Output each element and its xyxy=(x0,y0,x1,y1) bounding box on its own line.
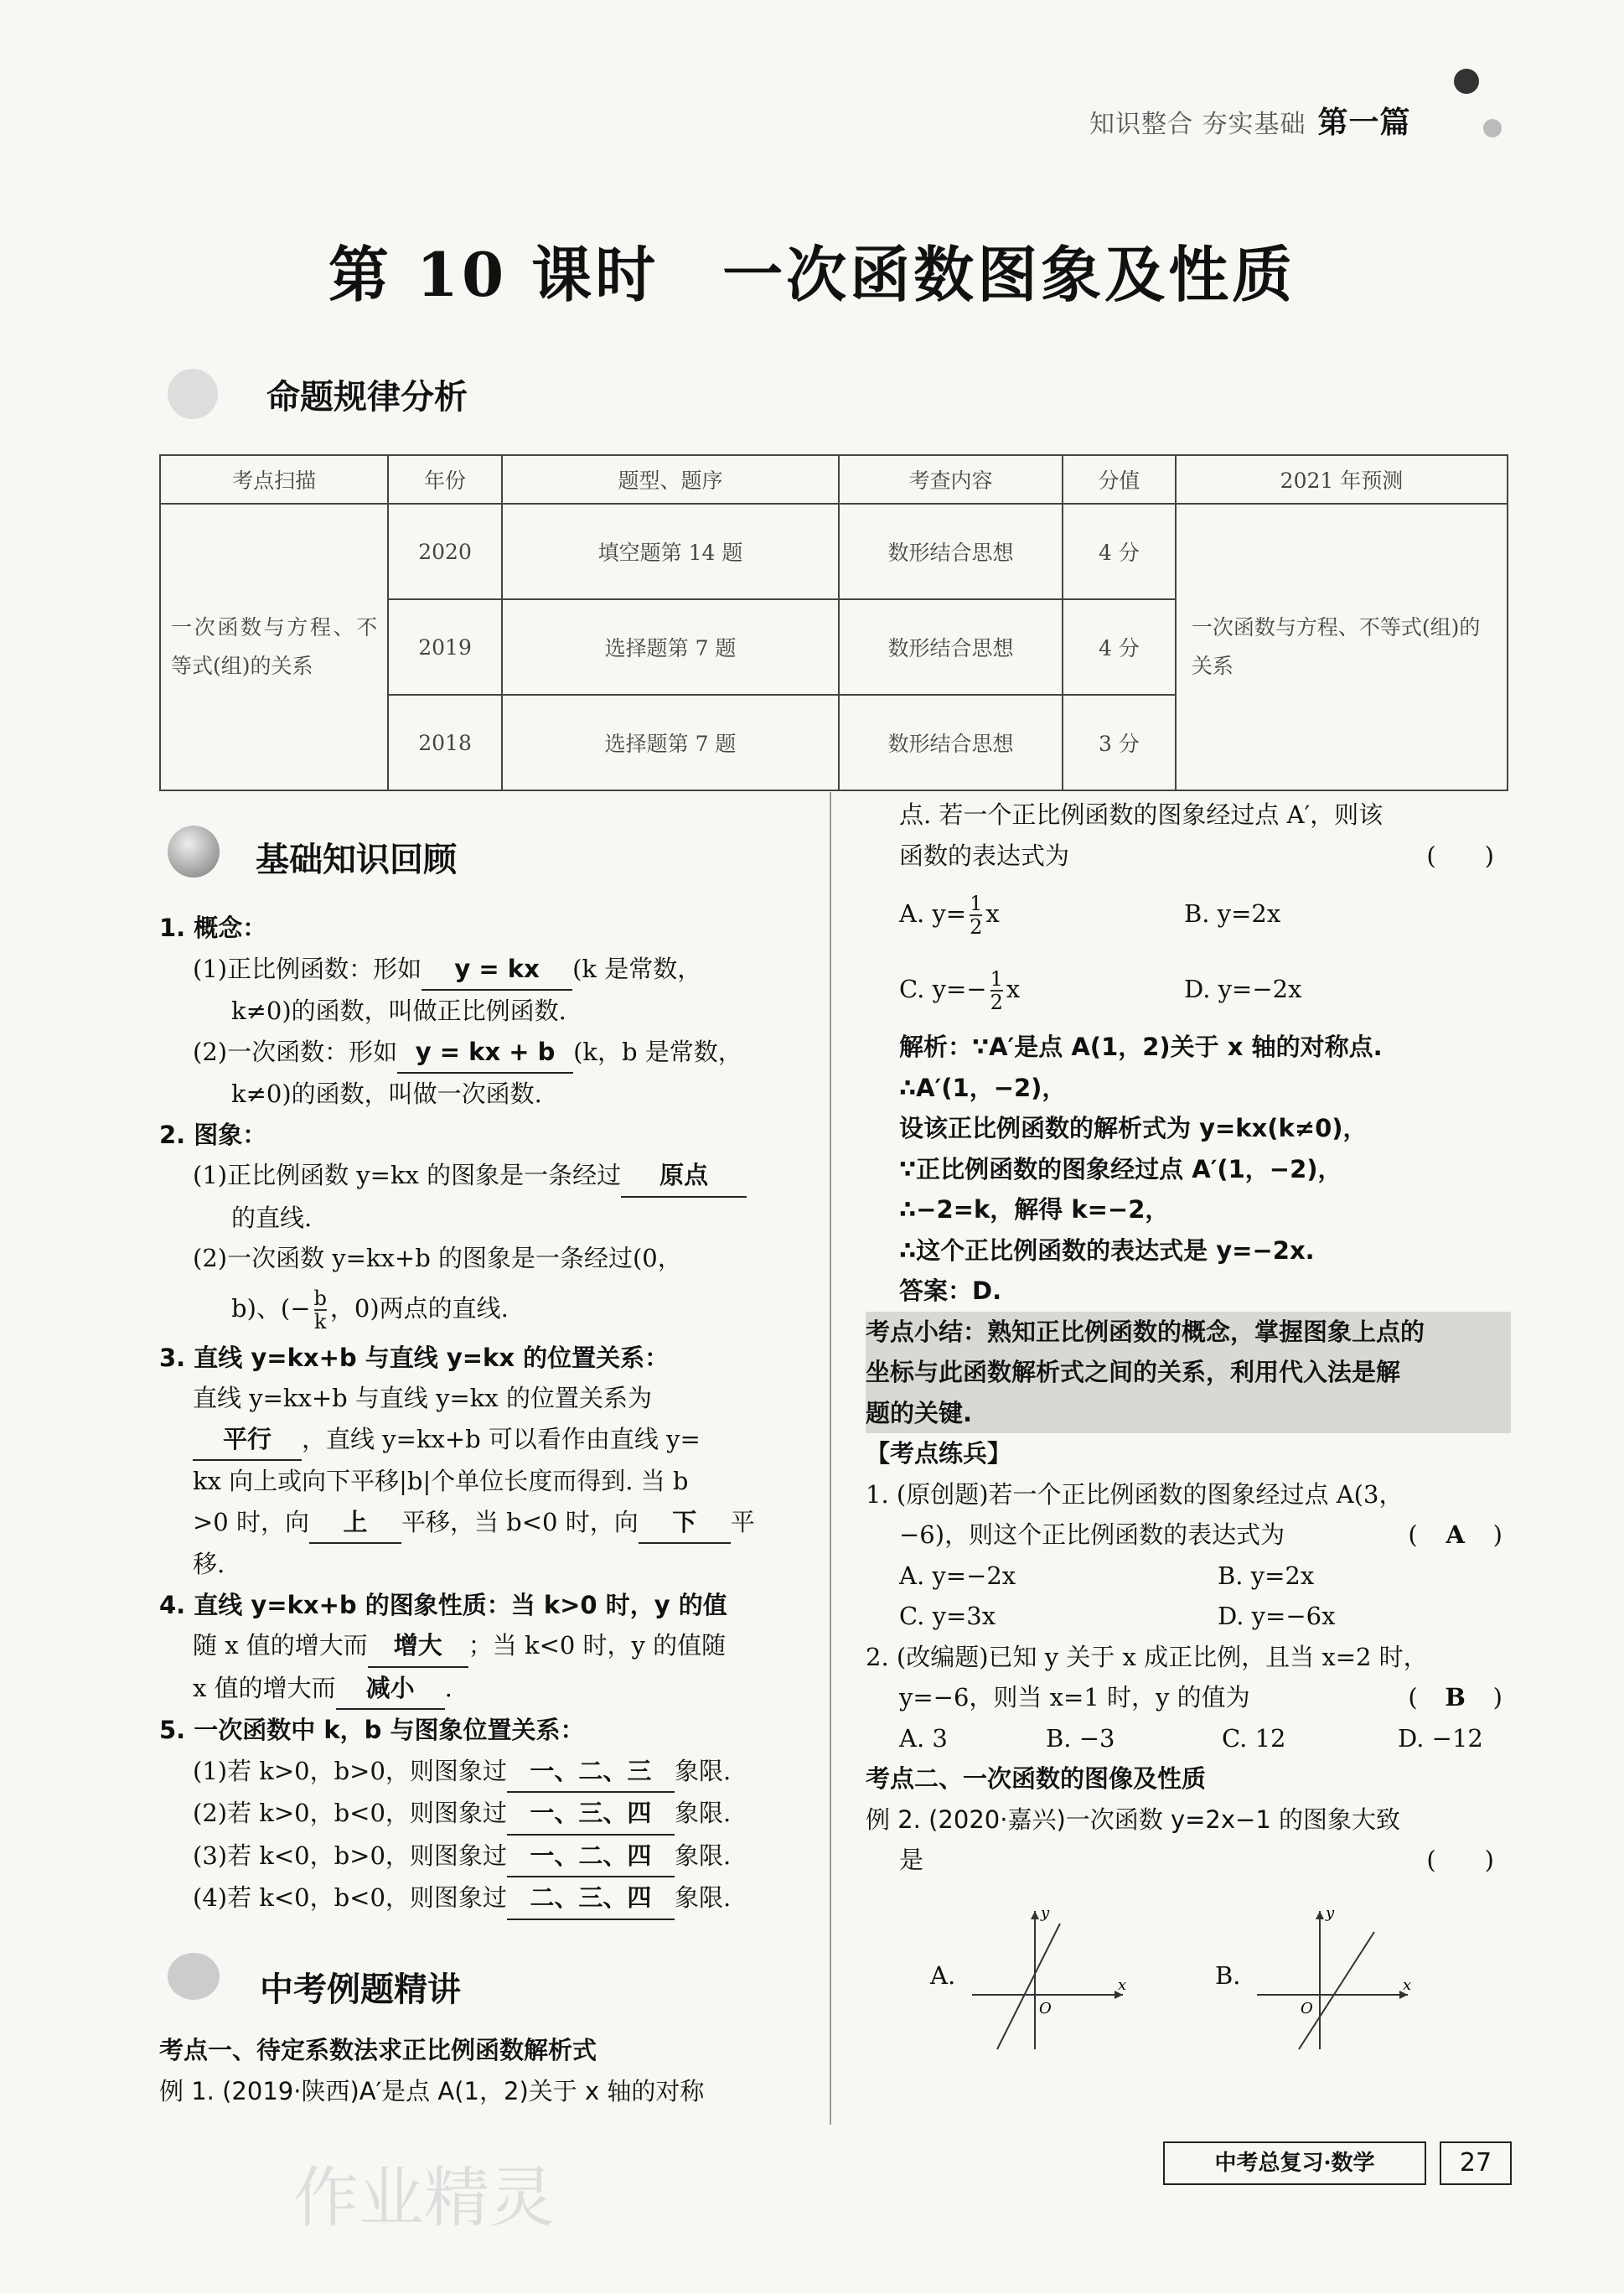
example-question: 例 1. (2019·陕西)A′是点 A(1，2)关于 x 轴的对称 xyxy=(159,2076,705,2105)
axis-label-y: y xyxy=(1041,1904,1050,1922)
blank-answer: y = kx + b xyxy=(397,1032,573,1075)
page-title: 第 10 课时 一次函数图象及性质 xyxy=(328,239,1296,310)
practice-question: 2. (改编题)已知 y 关于 x 成正比例，且当 x=2 时， xyxy=(866,1642,1428,1671)
table-cell: 数形结合思想 xyxy=(839,599,1063,695)
review-content xyxy=(159,908,813,1920)
fraction xyxy=(970,893,982,938)
review-line: 移. xyxy=(193,1550,225,1578)
review-text: 平 xyxy=(730,1507,755,1536)
option-b: B. −3 xyxy=(1046,1723,1115,1753)
review-text: (2)若 k>0，b<0，则图象过 xyxy=(193,1799,507,1827)
axis-label-y: y xyxy=(1326,1904,1335,1922)
review-text: 象限. xyxy=(674,1756,732,1785)
option-b: B. y=2x xyxy=(1184,899,1281,928)
table-header: 年份 xyxy=(388,455,502,504)
option-c: C. y=3x xyxy=(899,1602,996,1630)
option-d: D. y=−6x xyxy=(1218,1602,1336,1630)
review-text: ，0)两点的直线. xyxy=(329,1293,509,1323)
topic-heading: 考点二、一次函数的图像及性质 xyxy=(866,1764,1207,1793)
option-c: C. 12 xyxy=(1222,1723,1286,1753)
review-line: 4. 直线 y=kx+b 的图象性质：当 k>0 时，y 的值 xyxy=(159,1590,727,1619)
option-a: A. y= xyxy=(899,899,967,928)
table-cell: 2019 xyxy=(388,599,502,695)
hexagon-decoration-icon xyxy=(1454,69,1479,94)
table-header: 题型、题序 xyxy=(502,455,839,504)
graph-line xyxy=(1299,1932,1374,2049)
answer-paren: ( xyxy=(1408,1683,1418,1711)
table-row xyxy=(160,504,1508,599)
review-line: kx 向上或向下平移|b|个单位长度而得到. 当 b xyxy=(193,1467,689,1495)
solution-line: ∴−2=k，解得 k=−2， xyxy=(899,1195,1170,1224)
table-header: 分值 xyxy=(1063,455,1176,504)
blank-answer: 上 xyxy=(309,1502,401,1545)
review-text: (4)若 k<0，b<0，则图象过 xyxy=(193,1883,507,1912)
hexagon-decoration-icon xyxy=(1483,119,1502,137)
answer-value: B xyxy=(1445,1683,1466,1711)
review-line: (2)一次函数 y=kx+b 的图象是一条经过(0， xyxy=(193,1244,682,1272)
practice-heading: 【考点练兵】 xyxy=(866,1439,1012,1468)
example-question: 点. 若一个正比例函数的图象经过点 A′，则该 xyxy=(899,800,1384,829)
blank-answer: 下 xyxy=(639,1502,731,1545)
origin-label: O xyxy=(1039,2000,1052,2017)
review-text: ，直线 y=kx+b 可以看作由直线 y= xyxy=(302,1424,701,1453)
header-tag xyxy=(1089,99,1411,142)
example-question: 函数的表达式为 xyxy=(899,841,1070,870)
y-axis-arrow xyxy=(1031,1911,1039,1919)
page-number: 27 xyxy=(1440,2141,1512,2185)
review-line: 5. 一次函数中 k，b 与图象位置关系： xyxy=(159,1716,585,1744)
practice-question: −6)，则这个正比例函数的表达式为 xyxy=(899,1520,1285,1549)
table-header-row xyxy=(160,455,1508,504)
solution-line: ∴A′(1，−2)， xyxy=(899,1073,1067,1102)
example-question: 例 2. (2020·嘉兴)一次函数 y=2x−1 的图象大致 xyxy=(866,1805,1401,1834)
graph-line xyxy=(997,1924,1060,2049)
table-cell: 数形结合思想 xyxy=(839,695,1063,790)
summary-box xyxy=(866,1312,1511,1434)
axis-label-x: x xyxy=(1403,1976,1412,1994)
blank-answer: 一、二、四 xyxy=(507,1836,675,1878)
table-cell: 2018 xyxy=(388,695,502,790)
review-text: . xyxy=(444,1673,453,1702)
review-text: (k 是常数， xyxy=(572,954,702,983)
review-text: (2)一次函数：形如 xyxy=(193,1037,398,1066)
review-text: 象限. xyxy=(674,1841,732,1870)
fraction-denominator: 2 xyxy=(990,991,1003,1014)
solution-line: 设该正比例函数的解析式为 y=kx(k≠0)， xyxy=(899,1114,1368,1142)
review-line: 的直线. xyxy=(231,1203,313,1232)
blank-answer: 增大 xyxy=(368,1625,468,1668)
review-text: (3)若 k<0，b>0，则图象过 xyxy=(193,1841,507,1870)
summary-line: 考点小结：熟知正比例函数的概念，掌握图象上点的 xyxy=(866,1317,1425,1346)
fraction-numerator: b xyxy=(313,1286,327,1310)
graph-option-b xyxy=(1249,1903,1416,2053)
table-cell: 选择题第 7 题 xyxy=(502,599,839,695)
review-line: 1. 概念： xyxy=(159,914,267,942)
section-icon xyxy=(168,369,218,419)
answer-parens: ( ) xyxy=(1426,841,1494,870)
table-cell: 4 分 xyxy=(1063,504,1176,599)
fraction-denominator: k xyxy=(313,1309,327,1333)
review-line: 直线 y=kx+b 与直线 y=kx 的位置关系为 xyxy=(193,1384,652,1412)
practice-question: y=−6，则当 x=1 时，y 的值为 xyxy=(899,1683,1250,1711)
summary-line: 题的关键. xyxy=(866,1398,973,1427)
section-title-analysis: 命题规律分析 xyxy=(266,378,468,417)
solution-line: 解析：∵A′是点 A(1，2)关于 x 轴的对称点. xyxy=(899,1033,1383,1061)
fraction xyxy=(990,968,1003,1013)
table-header: 考查内容 xyxy=(839,455,1063,504)
pencil-cup-icon xyxy=(168,1953,220,2000)
review-line: 3. 直线 y=kx+b 与直线 y=kx 的位置关系： xyxy=(159,1343,670,1372)
table-header: 考点扫描 xyxy=(160,455,388,504)
blank-answer: 一、三、四 xyxy=(507,1793,675,1836)
review-line: k≠0)的函数，叫做一次函数. xyxy=(231,1080,542,1108)
graph-option-b-label: B. xyxy=(1215,1961,1241,1990)
blank-answer: 原点 xyxy=(621,1155,747,1198)
review-text: 随 x 值的增大而 xyxy=(193,1631,368,1660)
review-text: 平移，当 b<0 时，向 xyxy=(401,1507,639,1536)
review-text: ；当 k<0 时，y 的值随 xyxy=(468,1631,727,1660)
option-d: D. −12 xyxy=(1398,1723,1483,1753)
blank-answer: 减小 xyxy=(336,1668,445,1711)
example-1-continued xyxy=(866,795,1511,1881)
column-divider xyxy=(830,792,831,2125)
header-part: 第一篇 xyxy=(1317,106,1411,140)
table-cell: 数形结合思想 xyxy=(839,504,1063,599)
table-topic-cell: 一次函数与方程、不等式(组)的关系 xyxy=(160,504,388,790)
table-header: 2021 年预测 xyxy=(1176,455,1508,504)
review-text: (1)正比例函数 y=kx 的图象是一条经过 xyxy=(193,1161,622,1189)
y-axis-arrow xyxy=(1316,1911,1324,1919)
table-cell: 3 分 xyxy=(1063,695,1176,790)
summary-line: 坐标与此函数解析式之间的关系，利用代入法是解 xyxy=(866,1358,1401,1386)
option-c: C. y=− xyxy=(899,975,987,1003)
exam-analysis-table xyxy=(159,454,1508,791)
answer-paren: ( xyxy=(1408,1520,1418,1549)
table-prediction-cell: 一次函数与方程、不等式(组)的关系 xyxy=(1176,504,1508,790)
table-cell: 4 分 xyxy=(1063,599,1176,695)
origin-label: O xyxy=(1301,2000,1313,2017)
review-text: x 值的增大而 xyxy=(193,1673,336,1702)
blank-answer: 一、二、三 xyxy=(507,1751,675,1794)
answer-parens: ( ) xyxy=(1426,1846,1494,1874)
review-text: b)、(− xyxy=(231,1293,311,1323)
table-cell: 2020 xyxy=(388,504,502,599)
review-text: 象限. xyxy=(674,1883,732,1912)
section-title-examples: 中考例题精讲 xyxy=(260,1970,461,2009)
review-text: 象限. xyxy=(674,1799,732,1827)
topic-heading: 考点一、待定系数法求正比例函数解析式 xyxy=(159,2036,597,2064)
table-cell: 选择题第 7 题 xyxy=(502,695,839,790)
graph-option-a xyxy=(964,1903,1131,2053)
answer-paren: ) xyxy=(1492,1520,1502,1549)
practice-question: 1. (原创题)若一个正比例函数的图象经过点 A(3， xyxy=(866,1479,1404,1509)
blank-answer: y = kx xyxy=(422,949,572,992)
blank-answer: 二、三、四 xyxy=(507,1877,675,1920)
watermark: 作业精灵 xyxy=(293,2161,556,2236)
example-1-start xyxy=(159,2030,813,2111)
example-question: 是 xyxy=(899,1846,924,1874)
globe-icon xyxy=(168,826,220,878)
section-title-review: 基础知识回顾 xyxy=(256,841,457,879)
fraction-denominator: 2 xyxy=(970,915,983,939)
option-a-var: x xyxy=(985,899,1000,928)
review-line: k≠0)的函数，叫做正比例函数. xyxy=(231,997,566,1025)
graph-option-a-label: A. xyxy=(930,1961,956,1990)
footer-book-title: 中考总复习·数学 xyxy=(1163,2141,1426,2185)
solution-line: ∵正比例函数的图象经过点 A′(1，−2)， xyxy=(899,1154,1342,1183)
table-cell: 填空题第 14 题 xyxy=(502,504,839,599)
option-a: A. y=−2x xyxy=(899,1561,1016,1590)
answer-paren: ) xyxy=(1492,1683,1502,1711)
review-line: 2. 图象： xyxy=(159,1120,267,1149)
fraction xyxy=(314,1287,327,1333)
review-text: (1)正比例函数：形如 xyxy=(193,954,422,983)
solution-line: 答案：D. xyxy=(899,1276,1002,1305)
option-b: B. y=2x xyxy=(1218,1561,1315,1590)
review-text: (1)若 k>0，b>0，则图象过 xyxy=(193,1756,507,1785)
answer-value: A xyxy=(1446,1520,1465,1549)
fraction-numerator: 1 xyxy=(990,967,1003,991)
solution-line: ∴这个正比例函数的表达式是 y=−2x. xyxy=(899,1235,1315,1265)
option-d: D. y=−2x xyxy=(1184,975,1302,1003)
axis-label-x: x xyxy=(1118,1976,1127,1994)
fraction-numerator: 1 xyxy=(970,892,983,915)
option-c-var: x xyxy=(1006,975,1021,1003)
header-subtitle: 知识整合 夯实基础 xyxy=(1089,110,1306,139)
option-a: A. 3 xyxy=(899,1723,948,1753)
review-text: >0 时，向 xyxy=(193,1507,309,1536)
blank-answer: 平行 xyxy=(193,1419,302,1462)
review-text: (k，b 是常数， xyxy=(573,1037,742,1066)
